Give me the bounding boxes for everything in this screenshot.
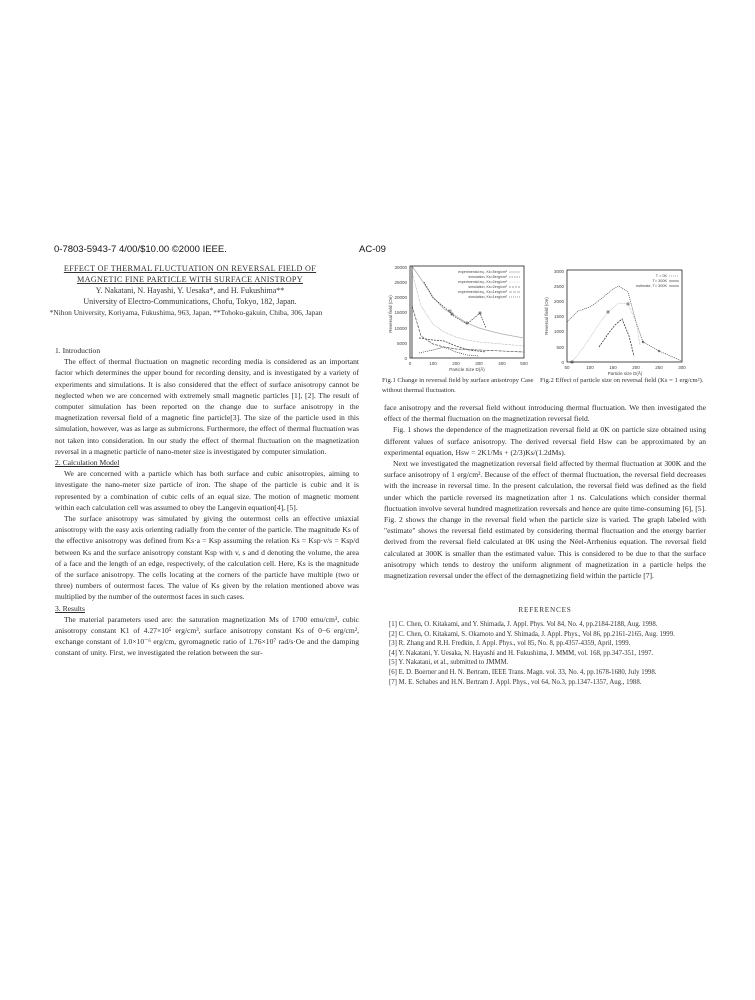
figure-2 [540, 262, 720, 382]
reference-item: [7] M. E. Schabes and H.N. Bertram J. Appl. Phys., vol 64, No.3, pp.1347-1357, Aug., 1988. [389, 678, 642, 686]
svg-text:Particle Size D(Å): Particle Size D(Å) [449, 367, 485, 372]
intro-text: The effect of thermal fluctuation on magnetic recording media is considered as an important factor which determines the upper bound for recording density, and is investigated by a variety of experiments and simulations. It is also considered that the effect of surface anisotropy cannot be neglected when we are concerned with extremely small magnetic particles [1], [2]. The result of computer simulation has been reported on the change due to surface anisotropy in the magnetization reversal field of a magnetic fine particle[3]. The size of the particle used in this simulation, however, was as large as submicrons. Furthermore, the effect of thermal fluctuation was not taken into consideration. In our study the effect of thermal fluctuation on the magnetization reversal in a magnetic particle of nano-meter size is investigated by computer simulation. [55, 357, 359, 456]
svg-text:simulation, Ks=2erg/cm²: simulation, Ks=2erg/cm² [468, 285, 507, 289]
svg-text:T= 300K: T= 300K [652, 279, 667, 283]
svg-text:300: 300 [475, 361, 483, 366]
svg-text:25000: 25000 [394, 280, 407, 285]
svg-text:500: 500 [556, 345, 564, 350]
svg-text:experimental eq., Ks=2erg/cm²: experimental eq., Ks=2erg/cm² [457, 280, 507, 284]
svg-text:Reversal field (Oe): Reversal field (Oe) [544, 297, 549, 335]
svg-text:200: 200 [632, 365, 640, 370]
results-text-1: The material parameters used are: the saturation magnetization Ms of 1700 emu/cm³, cubic anisotropy constant K1 of 4.27×10⁵ erg/cm³, surface anisotropy constant Ks of 0−6 erg/cm², exchange constant of 1.0×10⁻⁶ erg/cm, gyromagnetic ratio of 1.76×10⁷ rad/s·Oe and the damping constant of unity. First, we investigated the relation between the sur- [55, 614, 359, 658]
references-section [384, 606, 706, 687]
svg-text:500: 500 [520, 361, 528, 366]
svg-text:400: 400 [498, 361, 506, 366]
affiliation-1: University of Electro-Communications, Chofu, Tokyo, 182, Japan. [83, 297, 297, 306]
svg-text:experimental eq., Ks=5erg/cm²: experimental eq., Ks=5erg/cm² [457, 270, 507, 274]
svg-text:Reversal field (Oe): Reversal field (Oe) [388, 295, 393, 333]
reference-item: [1] C. Chen, O. Kitakami, and Y. Shimada, J. Appl. Phys. Vol 84, No. 4, pp.2184-2188, Aug. 1998. [389, 621, 658, 628]
svg-text:20000: 20000 [394, 295, 407, 300]
svg-text:300: 300 [678, 365, 686, 370]
svg-text:150: 150 [609, 365, 617, 370]
figure-1 [372, 262, 534, 394]
svg-text:50: 50 [564, 365, 570, 370]
reference-item: [5] Y. Nakatani, et al., submitted to JMMM. [389, 659, 509, 667]
paper-title-line2: MAGNETIC FINE PARTICLE WITH SURFACE ANISTROPY [77, 275, 303, 284]
svg-text:30000: 30000 [394, 265, 407, 270]
results-paragraph [55, 614, 359, 659]
title-block [40, 264, 340, 317]
right-paragraphs [384, 402, 706, 581]
fig1-caption: Fig.1 Change in reversal field by surface anisotropy Case without thermal fluctuation. [382, 377, 534, 394]
svg-text:15000: 15000 [394, 310, 407, 315]
references-heading: REFERENCES [518, 606, 572, 614]
document-code: 0-7803-5943-7 4/00/$10.00 ©2000 IEEE. [54, 244, 227, 255]
svg-text:1000: 1000 [553, 329, 564, 334]
results-heading: 3. Results [55, 603, 85, 613]
svg-text:10000: 10000 [394, 326, 407, 331]
authors: Y. Nakatani, N. Hayashi, Y. Uesaka*, and H. Fukushima** [95, 286, 285, 295]
right-text-3: Next we investigated the magnetization reversal field affected by thermal fluctuation at 300K and the surface anisotropy of 1 erg/cm². Because of the effect of thermal fluctuation, the reversal field decreases with the increase in reversal time. In the present calculation, the reversal field was defined as the field under which the particle reversed its magnetization after 1 ns. Calculations which consider thermal fluctuation involve several hundred magnetization reversals and hence are quite time-consuming [6], [5]. Fig. 2 shows the change in the reversal field when the particle size is varied. The graph labeled with "estimate" shows the reversal field estimated by considering thermal fluctuation and the energy barrier derived from the reversal field calculated at 0K using the Néel-Arrhenius equation. The reversal field calculated at 300K is smaller than the estimated value. This is considered to be due to that the surface anisotropy which tends to destroy the uniform alignment of magnetization in a particle helps the magnetization reversal under the effect of the demagnetizing field within the particle [7]. [384, 459, 706, 581]
svg-text:2500: 2500 [553, 284, 564, 289]
intro-heading: 1. Introduction [55, 346, 101, 355]
model-paragraphs [55, 468, 359, 602]
fig1-chart [372, 262, 532, 382]
svg-text:250: 250 [655, 365, 663, 370]
references-list [389, 620, 706, 687]
reference-item: [3] R. Zhang and R.H. Fredkin, J. Appl. Phys., vol 85, No. 8, pp.4357-4359, April, 1999. [389, 640, 631, 648]
svg-text:0: 0 [408, 361, 412, 366]
svg-text:200: 200 [452, 361, 460, 366]
model-text-1: We are concerned with a particle which has both surface and cubic anisotropies, aiming to investigate the nano-meter size particle of iron. The shape of the particle is cubic and it is represented by a combination of cubic cells of an equal size. The motion of magnetic moment within each calculation cell was assumed to obey the Langevin equation[4], [5]. [55, 469, 359, 512]
svg-text:T = 0K: T = 0K [655, 274, 667, 278]
reference-item: [2] C. Chen, O. Kitakami, S. Okamoto and Y. Shimada, J. Appl. Phys., Vol 86, pp.2161-2165, Aug. 1999. [389, 630, 675, 638]
svg-text:experimental eq., Ks=1erg/cm²: experimental eq., Ks=1erg/cm² [457, 290, 507, 294]
left-column [55, 345, 359, 659]
svg-text:100: 100 [586, 365, 594, 370]
svg-text:0: 0 [561, 360, 564, 365]
affiliation-2: *Nihon University, Koriyama, Fukushima, 963, Japan, **Tohoku-gakuin, Chiba, 306, Japan [49, 308, 323, 317]
right-text-1: face anisotropy and the reversal field without introducing thermal fluctuation. We then investigated the effect of the thermal fluctuation on the magnetization reversal field. [384, 403, 706, 424]
svg-text:estimate, T= 300K: estimate, T= 300K [636, 284, 667, 288]
right-text-2: Fig. 1 shows the dependence of the magnetization reversal field at 0K on particle size obtained using different values of surface anisotropy. The derived reversal field Hsw can be approximated by an experimental equation, Hsw = 2K1/Ms + (2/3)Ks/(1.2dMs). [384, 425, 706, 457]
svg-text:1500: 1500 [553, 314, 564, 319]
reference-item: [6] E. D. Boerner and H. N. Bertram, IEEE Trans. Magn. vol. 33, No. 4, pp.1678-1680, July 1998. [389, 668, 657, 676]
svg-text:3000: 3000 [553, 269, 564, 274]
model-heading: 2. Calculation Model [55, 458, 120, 468]
intro-paragraph [55, 356, 359, 457]
fig2-chart [540, 262, 720, 382]
svg-text:100: 100 [429, 361, 437, 366]
session-code: AC-09 [359, 244, 386, 255]
reference-item: [4] Y. Nakatani, Y. Uesaka, N. Hayashi and H. Fukushima, J. MMM, vol. 168, pp.347-351, 1997. [389, 649, 654, 657]
svg-text:2000: 2000 [553, 299, 564, 304]
svg-text:simulation, Ks=5erg/cm²: simulation, Ks=5erg/cm² [468, 275, 507, 279]
svg-text:0: 0 [404, 356, 407, 361]
right-column [384, 402, 706, 581]
svg-text:5000: 5000 [396, 341, 407, 346]
fig2-caption: Fig.2 Effect of particle size on reversal field (Ks = 1 erg/cm²). [540, 377, 704, 384]
svg-text:simulation, Ks=1erg/cm²: simulation, Ks=1erg/cm² [468, 295, 507, 299]
paper-title-line1: EFFECT OF THERMAL FLUCTUATION ON REVERSAL FIELD OF [63, 264, 317, 273]
svg-text:Particle size D(Å): Particle size D(Å) [607, 371, 643, 376]
model-text-2: The surface anisotropy was simulated by giving the outermost cells an effective uniaxial anisotropy with the easy axis orienting radially from the center of the particle. The magnitude Ks of the effective anisotropy was defined from Ks·a = Ksp assuming the relation Ks = Ksp·v/s = Ksp/d between Ks and the surface anisotropy constant Ksp with v, s and d denoting the volume, the area of a face and the length of an edge, respectively, of the calculation cell. Here, Ks is the magnitude of the surface anisotropy. The cells locating at the corners of the particle have multiple (two or three) numbers of outermost faces. The value of Ks given by the relation mentioned above was multiplied by the number of the outermost faces in such cases. [55, 514, 359, 602]
